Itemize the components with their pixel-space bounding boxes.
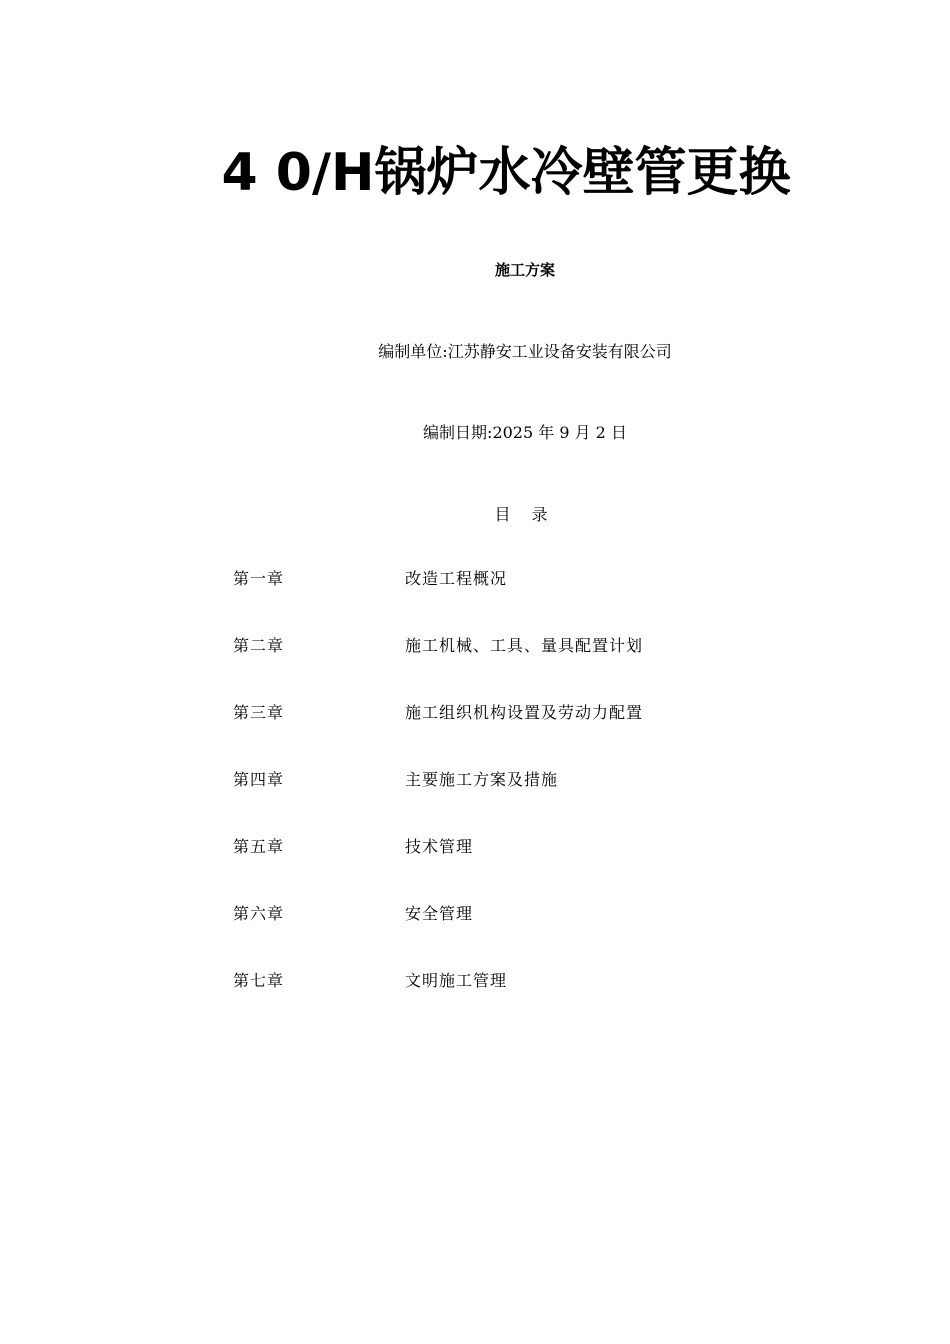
toc-chapter-title: 施工组织机构设置及劳动力配置: [405, 703, 644, 722]
toc-chapter-label: 第六章: [233, 904, 285, 923]
toc-chapter-label: 第五章: [233, 837, 285, 856]
toc-chapter-label: 第四章: [233, 770, 285, 789]
toc-item: [0, 566, 950, 633]
toc-chapter-label: 第二章: [233, 636, 285, 655]
toc-item: [0, 901, 950, 968]
toc-chapter-label: 第一章: [233, 569, 285, 588]
toc-chapter-title: 安全管理: [405, 904, 474, 923]
toc-heading: 目 录: [494, 505, 556, 524]
toc-item: [0, 968, 950, 1035]
compiling-date: 编制日期:2025 年 9 月 2 日: [423, 423, 627, 442]
toc-chapter-label: 第三章: [233, 703, 285, 722]
document-title: 4 0/H锅炉水冷壁管更换: [221, 143, 791, 203]
toc-chapter-title: 文明施工管理: [405, 971, 508, 990]
document-subtitle: 施工方案: [494, 261, 555, 279]
toc-chapter-title: 主要施工方案及措施: [405, 770, 559, 789]
toc-item: [0, 834, 950, 901]
toc-item: [0, 633, 950, 700]
toc-chapter-title: 改造工程概况: [405, 569, 508, 588]
compiling-unit: 编制单位:江苏静安工业设备安装有限公司: [378, 342, 672, 361]
table-of-contents: [0, 566, 950, 1035]
toc-chapter-title: 施工机械、工具、量具配置计划: [405, 636, 644, 655]
toc-item: [0, 700, 950, 767]
toc-chapter-label: 第七章: [233, 971, 285, 990]
toc-chapter-title: 技术管理: [405, 837, 474, 856]
toc-item: [0, 767, 950, 834]
